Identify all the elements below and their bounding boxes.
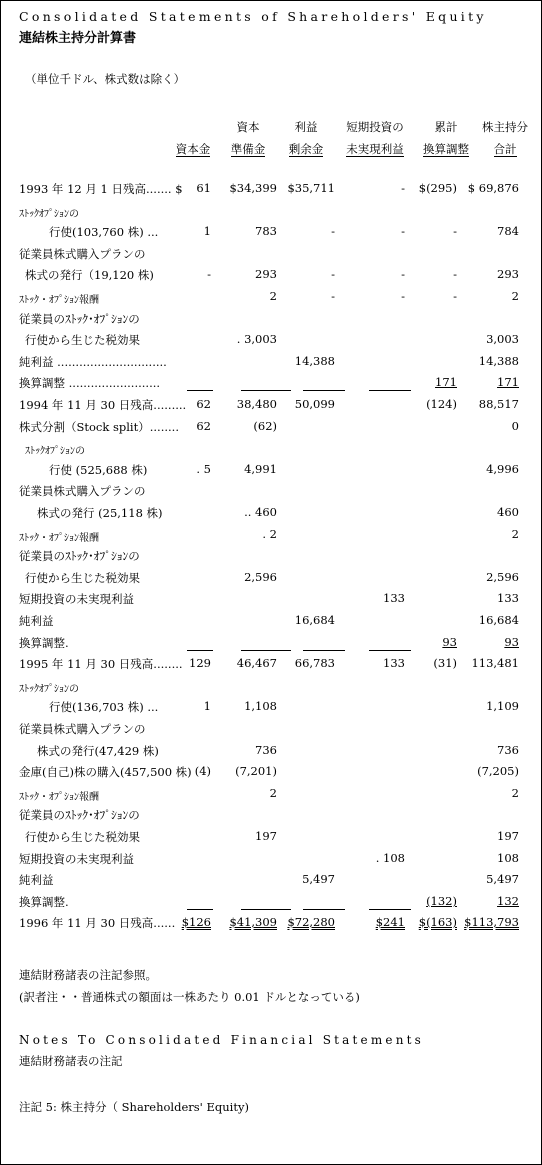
- cell-b: $41,309: [229, 915, 277, 929]
- row-label: 純利益: [19, 614, 54, 628]
- table-row: [1, 375, 541, 395]
- row-label: 株式の発行(47,429 株): [37, 744, 159, 758]
- subtotal-rule: [303, 390, 345, 391]
- table-row: [1, 764, 541, 784]
- cell-f: 88,517: [478, 397, 519, 411]
- cell-a: (4): [194, 764, 211, 778]
- table-row: [1, 419, 541, 439]
- row-label: 株式の発行（19,120 株): [25, 268, 154, 282]
- header-common-stock: 資本金: [175, 142, 211, 156]
- cell-a: 1: [203, 224, 211, 238]
- cell-b: 38,480: [236, 397, 277, 411]
- cell-f: 2,596: [486, 570, 519, 584]
- subtotal-rule: [241, 390, 291, 391]
- see-notes: 連結財務諸表の注記参照。: [19, 968, 157, 982]
- table-row: [1, 505, 541, 525]
- header-total: 合計: [493, 142, 517, 156]
- notes-title-japanese: 連結財務諸表の注記: [19, 1054, 123, 1068]
- cell-f: 171: [497, 375, 519, 389]
- cell-b: .. 460: [244, 505, 277, 519]
- cell-e: 93: [442, 635, 457, 649]
- cell-f: 2: [511, 786, 519, 800]
- cell-c: $35,711: [287, 181, 335, 195]
- subtotal-rule: [241, 650, 291, 651]
- cell-d: . 108: [375, 851, 405, 865]
- title-japanese: 連結株主持分計算書: [19, 31, 137, 46]
- translator-note: (訳者注・・普通株式の額面は一株あたり 0.01 ドルとなっている): [19, 990, 360, 1004]
- table-row: [1, 440, 541, 460]
- row-label: ｽﾄｯｸｵﾌﾟｼｮﾝの: [19, 209, 79, 220]
- cell-f: (7,205): [477, 764, 519, 778]
- row-label: 純利益 ..............................: [19, 355, 167, 369]
- table-row: [1, 311, 541, 331]
- table-row: [1, 267, 541, 287]
- table-row: [1, 527, 541, 547]
- row-label: 行使(136,703 株) ...: [49, 700, 159, 714]
- cell-d: 133: [383, 656, 405, 670]
- header-translation-top: 累計: [434, 120, 458, 134]
- row-label: 換算調整.: [19, 636, 69, 650]
- cell-b: 293: [255, 267, 277, 281]
- table-row: [1, 289, 541, 309]
- cell-e: $(163): [418, 915, 457, 929]
- table-row: [1, 678, 541, 698]
- row-label: 従業員のｽﾄｯｸ･ｵﾌﾟｼｮﾝの: [19, 312, 140, 326]
- cell-f: 113,481: [471, 656, 519, 670]
- row-label: ｽﾄｯｸ・ｵﾌﾟｼｮﾝ報酬: [19, 792, 99, 803]
- header-unrealized-top: 短期投資の: [346, 120, 404, 134]
- unit-note: （単位千ドル、株式数は除く）: [25, 72, 186, 86]
- row-label: 行使から生じた税効果: [25, 333, 140, 347]
- subtotal-rule: [303, 909, 345, 910]
- cell-b: . 2: [262, 527, 277, 541]
- row-label: 従業員株式購入プランの: [19, 722, 146, 736]
- cell-b: (62): [253, 419, 277, 433]
- cell-b: 1,108: [244, 699, 277, 713]
- cell-a: 129: [189, 656, 211, 670]
- row-label: 行使 (525,688 株): [49, 463, 148, 477]
- cell-f: 784: [497, 224, 519, 238]
- cell-e: -: [453, 224, 457, 238]
- cell-b: 2: [269, 786, 277, 800]
- row-label: 短期投資の未実現利益: [19, 852, 134, 866]
- table-row: [1, 246, 541, 266]
- cell-f: 14,388: [478, 354, 519, 368]
- cell-e: 171: [435, 375, 457, 389]
- row-label: 1996 年 11 月 30 日残高......: [19, 916, 176, 930]
- row-label: 短期投資の未実現利益: [19, 592, 134, 606]
- notes-title-english: Notes To Consolidated Financial Statements: [19, 1033, 425, 1047]
- cell-a: $126: [181, 915, 211, 929]
- cell-d: -: [401, 289, 405, 303]
- cell-d: -: [401, 181, 405, 195]
- cell-b: 4,991: [244, 462, 277, 476]
- table-row: [1, 613, 541, 633]
- row-label: 株式分割（Stock split）........: [19, 420, 179, 434]
- cell-f: 2: [511, 289, 519, 303]
- cell-f: 93: [504, 635, 519, 649]
- subtotal-rule: [187, 909, 213, 910]
- cell-f: 16,684: [478, 613, 519, 627]
- cell-a: . 5: [196, 462, 211, 476]
- cell-f: 460: [497, 505, 519, 519]
- subtotal-rule: [241, 909, 291, 910]
- cell-f: $113,793: [464, 915, 519, 929]
- cell-c: -: [331, 224, 335, 238]
- row-label: ｽﾄｯｸ・ｵﾌﾟｼｮﾝ報酬: [19, 533, 99, 544]
- cell-d: $241: [375, 915, 405, 929]
- table-row: [1, 786, 541, 806]
- table-row: [1, 872, 541, 892]
- subtotal-rule: [187, 390, 213, 391]
- cell-a: 1: [203, 699, 211, 713]
- row-label: 従業員のｽﾄｯｸ･ｵﾌﾟｼｮﾝの: [19, 808, 140, 822]
- cell-c: -: [331, 267, 335, 281]
- row-label: 換算調整.: [19, 895, 69, 909]
- cell-f: 4,996: [486, 462, 519, 476]
- cell-f: 5,497: [486, 872, 519, 886]
- header-capital-surplus: 準備金: [230, 142, 266, 156]
- row-label: 金庫(自己)株の購入(457,500 株): [19, 765, 192, 779]
- cell-b: 2,596: [244, 570, 277, 584]
- header-unrealized-gain: 未実現利益: [346, 142, 404, 156]
- cell-b: 197: [255, 829, 277, 843]
- table-row: [1, 224, 541, 244]
- table-row: [1, 203, 541, 223]
- table-row: [1, 354, 541, 374]
- cell-f: 1,109: [486, 699, 519, 713]
- table-row: [1, 829, 541, 849]
- cell-b: (7,201): [235, 764, 277, 778]
- header-capital-surplus-top: 資本: [236, 120, 260, 134]
- table-row: [1, 181, 541, 201]
- row-label: 従業員株式購入プランの: [19, 247, 146, 261]
- cell-f: 2: [511, 527, 519, 541]
- cell-c: $72,280: [287, 915, 335, 929]
- cell-f: 132: [497, 894, 519, 908]
- table-row: [1, 851, 541, 871]
- cell-a: 62: [196, 397, 211, 411]
- cell-f: 197: [497, 829, 519, 843]
- header-total-top: 株主持分: [482, 120, 528, 134]
- row-label: 換算調整 .........................: [19, 376, 161, 390]
- subtotal-rule: [303, 650, 345, 651]
- table-row: [1, 635, 541, 655]
- cell-e: (124): [426, 397, 457, 411]
- row-label: 行使から生じた税効果: [25, 571, 140, 585]
- row-label: 1994 年 11 月 30 日残高.........: [19, 398, 187, 412]
- row-label: ｽﾄｯｸｵﾌﾟｼｮﾝの: [19, 684, 79, 695]
- cell-b: $34,399: [229, 181, 277, 195]
- table-row: [1, 721, 541, 741]
- header-retained-earnings: 剰余金: [288, 142, 324, 156]
- cell-a: 62: [196, 419, 211, 433]
- cell-a: 61: [196, 181, 211, 195]
- row-label: ｽﾄｯｸ・ｵﾌﾟｼｮﾝ報酬: [19, 295, 99, 306]
- cell-e: $(295): [418, 181, 457, 195]
- cell-b: 2: [269, 289, 277, 303]
- row-label: 株式の発行 (25,118 株): [37, 506, 163, 520]
- cell-b: 736: [255, 743, 277, 757]
- subtotal-rule: [187, 650, 213, 651]
- cell-c: 50,099: [294, 397, 335, 411]
- table-row: [1, 894, 541, 914]
- table-row: [1, 699, 541, 719]
- cell-c: 66,783: [294, 656, 335, 670]
- table-row: [1, 397, 541, 417]
- subtotal-rule: [369, 909, 411, 910]
- cell-d: 133: [383, 591, 405, 605]
- header-retained-top: 利益: [294, 120, 318, 134]
- cell-f: 736: [497, 743, 519, 757]
- cell-b: 46,467: [236, 656, 277, 670]
- cell-a: -: [207, 267, 211, 281]
- cell-f: $ 69,876: [467, 181, 519, 195]
- table-row: [1, 548, 541, 568]
- row-label: 従業員のｽﾄｯｸ･ｵﾌﾟｼｮﾝの: [19, 549, 140, 563]
- table-row: [1, 462, 541, 482]
- cell-f: 0: [511, 419, 519, 433]
- cell-c: 16,684: [294, 613, 335, 627]
- row-label: 行使から生じた税効果: [25, 830, 140, 844]
- table-row: [1, 807, 541, 827]
- cell-f: 133: [497, 591, 519, 605]
- table-row: [1, 743, 541, 763]
- row-label: 従業員株式購入プランの: [19, 484, 146, 498]
- cell-f: 3,003: [486, 332, 519, 346]
- table-row: [1, 591, 541, 611]
- cell-c: 14,388: [294, 354, 335, 368]
- row-label: ｽﾄｯｸｵﾌﾟｼｮﾝの: [25, 446, 85, 457]
- row-label: 1993 年 12 月 1 日残高....... $: [19, 182, 183, 196]
- cell-e: (132): [426, 894, 457, 908]
- table-row: [1, 570, 541, 590]
- cell-c: -: [331, 289, 335, 303]
- cell-f: 108: [497, 851, 519, 865]
- cell-c: 5,497: [302, 872, 335, 886]
- header-translation-adjustment: 換算調整: [423, 142, 469, 156]
- cell-e: (31): [433, 656, 457, 670]
- subtotal-rule: [369, 390, 411, 391]
- note-5-heading: 注記 5: 株主持分（ Shareholders' Equity): [19, 1100, 249, 1114]
- table-row: [1, 332, 541, 352]
- row-label: 1995 年 11 月 30 日残高........: [19, 657, 183, 671]
- cell-b: 783: [255, 224, 277, 238]
- table-row: [1, 915, 541, 935]
- row-label: 行使(103,760 株) ...: [49, 225, 159, 239]
- cell-d: -: [401, 267, 405, 281]
- cell-f: 293: [497, 267, 519, 281]
- cell-d: -: [401, 224, 405, 238]
- title-english: Consolidated Statements of Shareholders' Equity: [19, 9, 487, 24]
- cell-b: . 3,003: [236, 332, 277, 346]
- cell-e: -: [453, 289, 457, 303]
- row-label: 純利益: [19, 873, 54, 887]
- subtotal-rule: [369, 650, 411, 651]
- cell-e: -: [453, 267, 457, 281]
- table-row: [1, 483, 541, 503]
- table-row: [1, 656, 541, 676]
